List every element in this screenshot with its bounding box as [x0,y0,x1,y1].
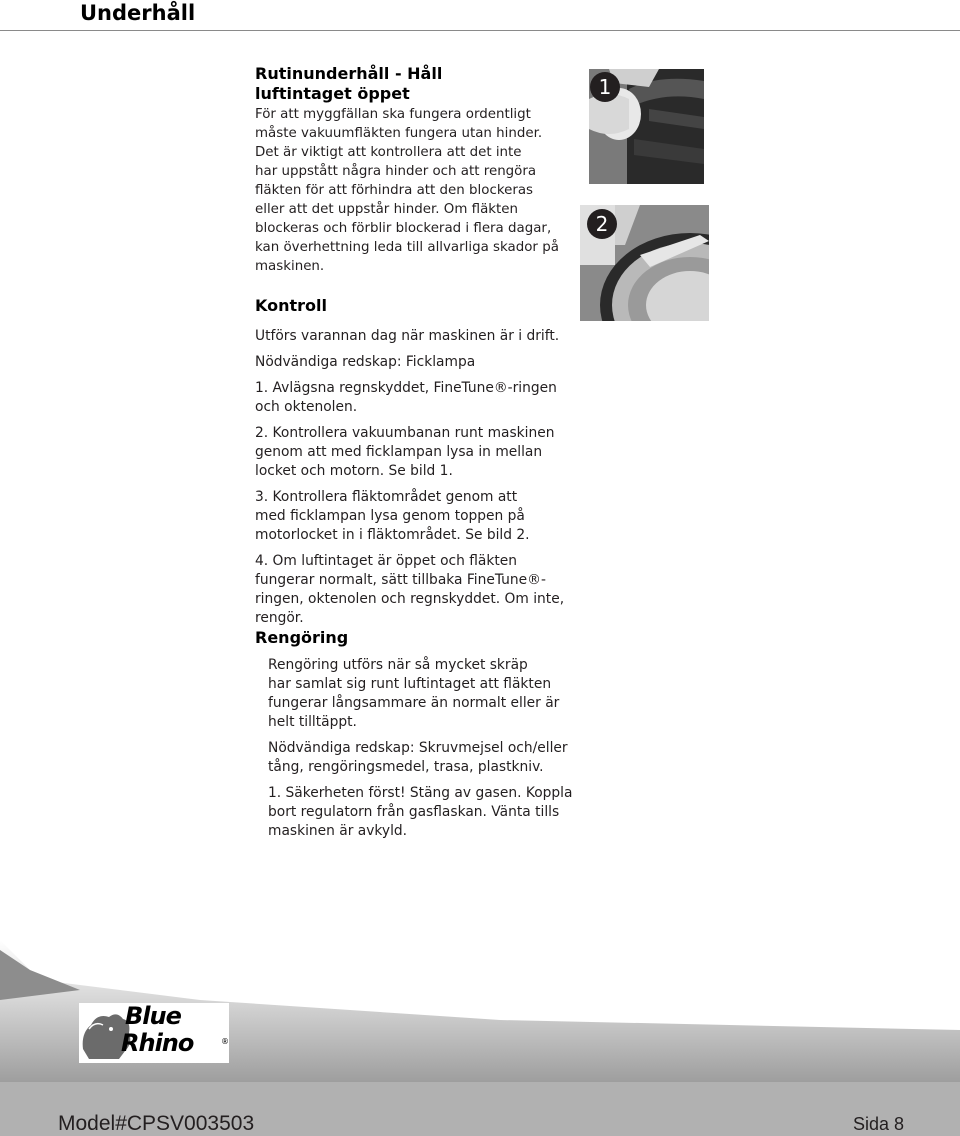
text-line: För att myggfällan ska fungera ordentligt [255,107,531,122]
text-line: fläkten för att förhindra att den blockeras [255,183,534,198]
text-line: maskinen är avkyld. [268,823,408,839]
paragraph [268,739,578,777]
text-line: fungerar långsammare än normalt eller är [268,695,560,711]
text-line: har uppstått några hinder och att rengöra [255,164,537,179]
text-line: och oktenolen. [255,399,358,415]
text-line: Utförs varannan dag när maskinen är i drift. [255,328,560,344]
rengoring-body [268,656,578,841]
text-line: rengör. [255,610,304,626]
text-line: ringen, oktenolen och regnskyddet. Om inte, [255,591,565,607]
paragraph [268,784,578,841]
text-line: bort regulatorn från gasflaskan. Vänta tills [268,804,560,820]
section-rengoring [255,628,575,648]
logo-text-blue: Blue [125,1002,181,1030]
text-line: Nödvändiga redskap: Skruvmejsel och/eller [268,740,568,756]
text-line: eller att det uppstår hinder. Om fläkten [255,202,518,217]
text-line: genom att med ficklampan lysa in mellan [255,444,543,460]
figure-2-number: 2 [587,209,617,239]
text-line: 2. Kontrollera vakuumbanan runt maskinen [255,425,555,441]
text-line: Det är viktigt att kontrollera att det inte [255,145,522,160]
section-title: luftintaget öppet [255,84,410,103]
figure-1-number: 1 [590,72,620,102]
text-line: har samlat sig runt luftintaget att fläkten [268,676,552,692]
text-line: fungerar normalt, sätt tillbaka FineTune®- [255,572,546,588]
text-line: maskinen. [255,259,325,274]
text-line: 1. Avlägsna regnskyddet, FineTune®-ringen [255,380,557,396]
text-line: måste vakuumfläkten fungera utan hinder. [255,126,543,141]
text-line: Nödvändiga redskap: Ficklampa [255,354,476,370]
page-number: Sida 8 [852,1114,904,1134]
section-title: Rutinunderhåll - Håll [255,64,443,83]
step-1 [255,379,575,417]
text-line: med ficklampan lysa genom toppen på [255,508,525,524]
text-line: blockeras och förblir blockerad i flera dagar, [255,221,552,236]
page-header-title: Underhåll [80,1,196,25]
step-3 [255,488,575,545]
text-line: kan överhettning leda till allvarliga skador på [255,240,559,255]
section-title: Kontroll [255,296,327,315]
step-4 [255,552,575,628]
logo-text-rhino: Rhino [121,1029,194,1057]
text-line: Rengöring utförs när så mycket skräp [268,657,528,673]
step-2 [255,424,575,481]
registered-mark: ® [221,1037,229,1046]
text-line: helt tilltäppt. [268,714,357,730]
section-kontroll [255,296,575,628]
text-line: tång, rengöringsmedel, trasa, plastkniv. [268,759,544,775]
blue-rhino-logo [79,1003,229,1063]
text-line: 4. Om luftintaget är öppet och fläkten [255,553,518,569]
model-number: Model#CPSV003503 [58,1112,255,1135]
text-line: locket och motorn. Se bild 1. [255,463,453,479]
paragraph [268,656,578,732]
text-line: 1. Säkerheten först! Stäng av gasen. Koppla [268,785,573,801]
text-line: 3. Kontrollera fläktområdet genom att [255,489,518,505]
text-line: motorlocket in i fläktområdet. Se bild 2. [255,527,530,543]
section-title: Rengöring [255,628,349,647]
header-rule [0,30,960,31]
section-routine-maintenance [255,64,565,276]
